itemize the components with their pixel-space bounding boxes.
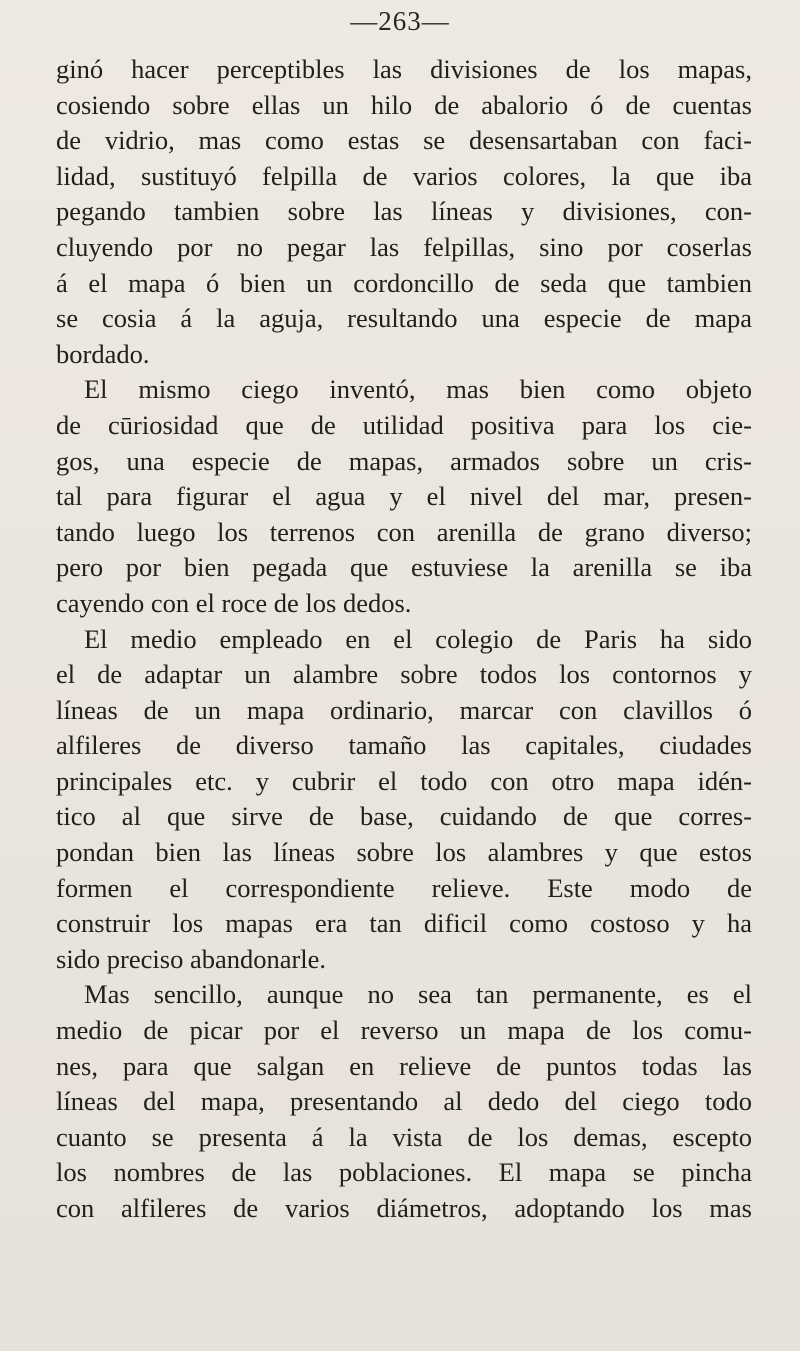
paragraph-1 [56,52,752,372]
paragraph-4 [56,977,752,1226]
body-text [56,52,752,1227]
text-line: con alfileres de varios diámetros, adoptando los mas [56,1193,752,1223]
text-line: cuanto se presenta á la vista de los demas, escepto [56,1121,752,1152]
text-line: tal para figurar el agua y el nivel del mar, presen- [56,481,752,512]
text-line: se cosia á la aguja, resultando una especie de mapa [56,303,752,334]
text-line: formen el correspondiente relieve. Este modo de [56,872,752,903]
text-line: los nombres de las poblaciones. El mapa se pincha [56,1157,752,1188]
text-line: lidad, sustituyó felpilla de varios colores, la que iba [56,160,752,191]
paragraph-3 [56,622,752,978]
text-line: bordado. [56,338,150,369]
text-line: pero por bien pegada que estuviese la arenilla se iba [56,552,752,583]
text-line: medio de picar por el reverso un mapa de los comu- [56,1015,752,1046]
text-line: cosiendo sobre ellas un hilo de abalorio ó de cuentas [56,89,752,120]
paragraph-2 [56,372,752,621]
text-line: líneas del mapa, presentando al dedo del ciego todo [56,1086,752,1117]
text-line: cluyendo por no pegar las felpillas, sino por coserlas [56,231,752,262]
text-line: á el mapa ó bien un cordoncillo de seda que tambien [56,267,752,298]
text-line: tando luego los terrenos con arenilla de grano diverso; [56,516,752,547]
text-line: sido preciso abandonarle. [56,943,327,974]
text-line: El medio empleado en el colegio de Paris ha sido [84,623,752,654]
text-line: el de adaptar un alambre sobre todos los contornos y [56,659,752,690]
text-line: líneas de un mapa ordinario, marcar con clavillos ó [56,694,752,725]
text-line: ginó hacer perceptibles las divisiones de los mapas, [56,54,752,84]
page-number: —263— [350,6,450,36]
text-line: cayendo con el roce de los dedos. [56,587,412,618]
text-line: pegando tambien sobre las líneas y divisiones, con- [56,196,752,227]
text-line: El mismo ciego inventó, mas bien como objeto [84,374,752,405]
text-line: tico al que sirve de base, cuidando de que corres- [56,801,752,832]
text-line: de vidrio, mas como estas se desensartaban con faci- [56,125,752,156]
text-line: de cūriosidad que de utilidad positiva para los cie- [56,409,752,440]
text-line: alfileres de diverso tamaño las capitales, ciudades [56,730,752,761]
text-line: principales etc. y cubrir el todo con otro mapa idén- [56,765,752,796]
text-line: pondan bien las líneas sobre los alambres y que estos [56,837,752,868]
text-line: Mas sencillo, aunque no sea tan permanente, es el [84,979,752,1010]
text-line: nes, para que salgan en relieve de puntos todas las [56,1050,752,1081]
text-line: construir los mapas era tan dificil como costoso y ha [56,908,752,939]
text-line: gos, una especie de mapas, armados sobre un cris- [56,445,752,476]
